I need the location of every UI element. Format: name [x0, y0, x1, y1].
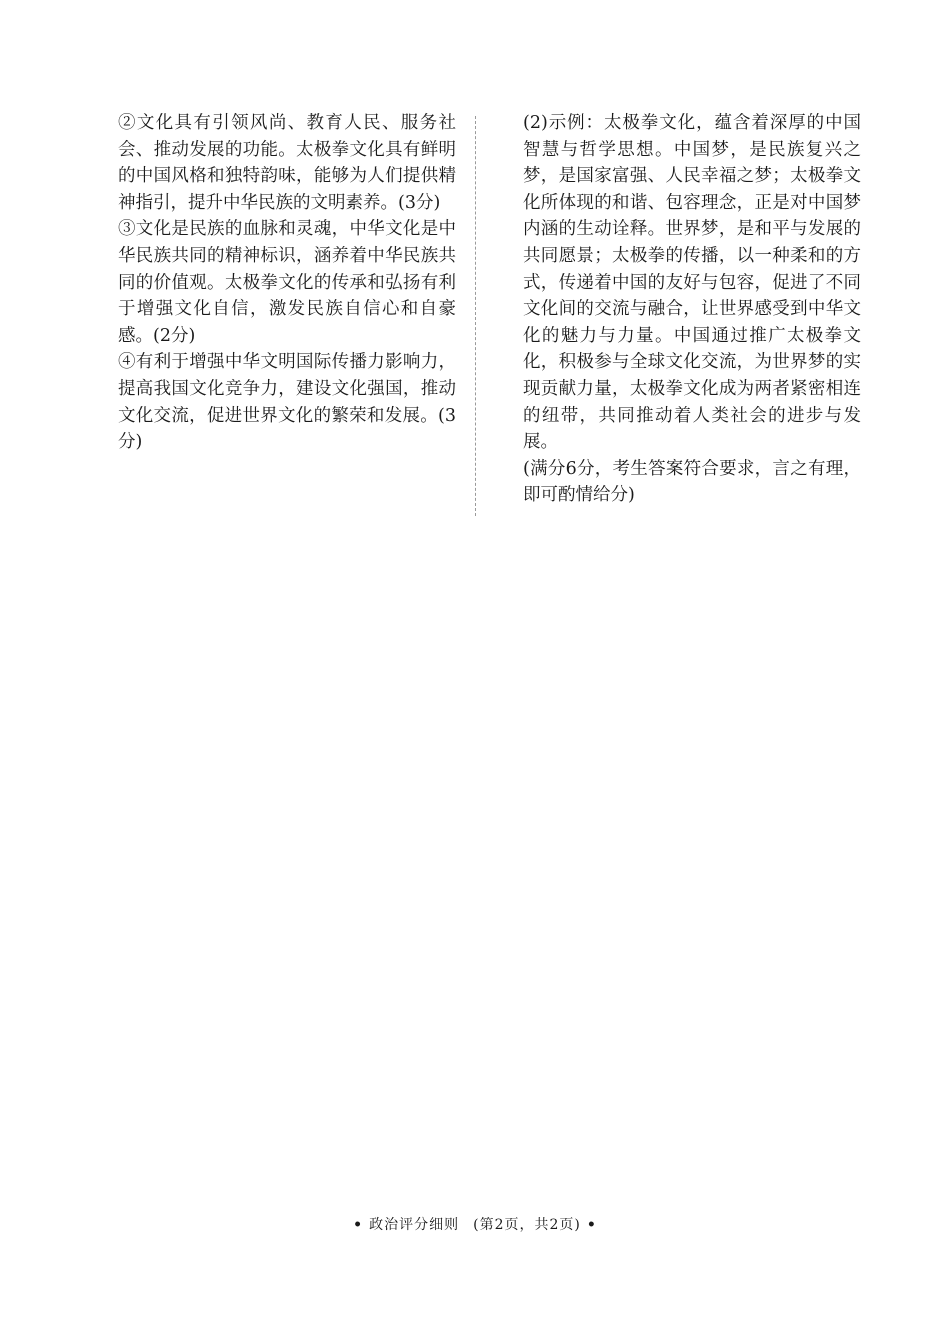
page-footer: [0, 1216, 950, 1234]
answer-point-2: ②文化具有引领风尚、教育人民、服务社会、推动发展的功能。太极拳文化具有鲜明的中国风格和独特韵味，能够为人们提供精神指引，提升中华民族的文明素养。(3分): [118, 113, 456, 213]
right-column: [523, 110, 861, 509]
footer-page-info: (第2页，共2页): [473, 1217, 581, 1233]
column-divider: [475, 116, 476, 516]
answer-point-4: ④有利于增强中华文明国际传播力影响力，提高我国文化竞争力，建设文化强国，推动文化交流，促进世界文化的繁荣和发展。(3分): [118, 352, 456, 453]
left-column: [118, 110, 456, 456]
answer-part-2-example: (2)示例：太极拳文化，蕴含着深厚的中国智慧与哲学思想。中国梦，是民族复兴之梦，是国家富强、人民幸福之梦；太极拳文化所体现的和谐、包容理念，正是对中国梦内涵的生动诠释。世界梦，是和平与发展的共同愿景；太极拳的传播，以一种柔和的方式，传递着中国的友好与包容，促进了不同文化间的交流与融合，让世界感受到中华文化的魅力与力量。中国通过推广太极拳文化，积极参与全球文化交流，为世界梦的实现贡献力量，太极拳文化成为两者紧密相连的纽带，共同推动着人类社会的进步与发展。: [523, 113, 861, 453]
answer-point-3: ③文化是民族的血脉和灵魂，中华文化是中华民族共同的精神标识，涵养着中华民族共同的价值观。太极拳文化的传承和弘扬有利于增强文化自信，激发民族自信心和自豪感。(2分): [118, 219, 456, 346]
footer-dot-right: •: [586, 1217, 597, 1233]
scoring-note: (满分6分，考生答案符合要求，言之有理，即可酌情给分): [523, 458, 861, 506]
footer-title: 政治评分细则: [369, 1217, 460, 1233]
footer-dot-left: •: [353, 1217, 364, 1233]
